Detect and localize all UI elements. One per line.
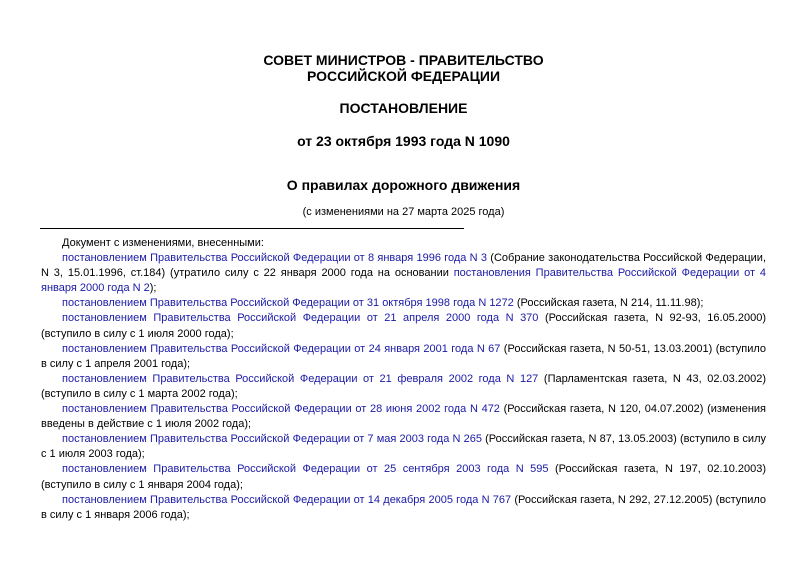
separator-rule — [40, 228, 464, 229]
revision-note: (с изменениями на 27 марта 2025 года) — [302, 206, 505, 218]
amendment-link[interactable]: постановлением Правительства Российской Федерации от 24 января 2001 года N 67 — [62, 342, 501, 355]
issuer-line-1: СОВЕТ МИНИСТРОВ - ПРАВИТЕЛЬСТВО — [263, 52, 544, 68]
amendment-link[interactable]: постановлением Правительства Российской Федерации от 28 июня 2002 года N 472 — [62, 403, 500, 416]
amendment-link[interactable]: постановлением Правительства Российской Федерации от 8 января 1996 года N 3 — [62, 252, 488, 265]
amendment-item — [41, 432, 766, 462]
amendment-item — [41, 493, 766, 523]
amendment-item — [41, 296, 766, 311]
amendment-item — [41, 462, 766, 492]
amendment-note: (Парламентская газета, N 43, 02.03.2002) (вступило в силу с 1 марта 2002 года); — [41, 372, 766, 400]
amendment-note-end: ); — [149, 282, 157, 295]
amendment-link[interactable]: постановлением Правительства Российской Федерации от 31 октября 1998 года N 1272 — [62, 297, 514, 310]
document-type: ПОСТАНОВЛЕНИЕ — [339, 100, 468, 116]
amendment-link[interactable]: постановлением Правительства Российской Федерации от 14 декабря 2005 года N 767 — [62, 493, 512, 506]
amendments-intro: Документ с изменениями, внесенными: — [62, 237, 264, 249]
amendment-item — [41, 311, 766, 341]
amendment-item — [41, 372, 766, 402]
document-date-number: от 23 октября 1993 года N 1090 — [297, 133, 510, 149]
issuer-line-2: РОССИЙСКОЙ ФЕДЕРАЦИИ — [306, 68, 501, 84]
amendment-item — [41, 251, 766, 296]
amendment-note: (Российская газета, N 292, 27.12.2005) (вступило в силу с 1 января 2006 года); — [41, 493, 766, 521]
amendment-link[interactable]: постановлением Правительства Российской Федерации от 25 сентября 2003 года N 595 — [62, 463, 549, 476]
amendment-link[interactable]: постановлением Правительства Российской Федерации от 21 апреля 2000 года N 370 — [62, 312, 539, 325]
document-title: О правилах дорожного движения — [286, 177, 521, 193]
amendments-list — [41, 236, 766, 523]
amendment-note: (Российская газета, N 214, 11.11.98); — [513, 297, 704, 310]
amendment-item — [41, 342, 766, 372]
amendment-note: (Российская газета, N 120, 04.07.2002) (изменения введены в действие с 1 июля 2002 года); — [41, 403, 767, 431]
repeal-link[interactable]: постановления Правительства Российской Федерации от 4 января 2000 года N 2 — [41, 267, 766, 295]
amendment-note: (Собрание законодательства Российской Федерации, N 3, 15.01.1996, ст.184) (утратило силу с 22 января 2000 года на основании — [41, 252, 766, 280]
amendment-link[interactable]: постановлением Правительства Российской Федерации от 21 февраля 2002 года N 127 — [62, 372, 539, 385]
amendment-note: (Российская газета, N 50-51, 13.03.2001) (вступило в силу с 1 апреля 2001 года); — [41, 342, 766, 370]
amendment-note: (Российская газета, N 197, 02.10.2003) (вступило в силу с 1 января 2004 года); — [41, 463, 766, 491]
amendment-note: (Российская газета, N 92-93, 16.05.2000) (вступило в силу с 1 июля 2000 года); — [41, 312, 766, 340]
amendment-item — [41, 402, 766, 432]
amendment-link[interactable]: постановлением Правительства Российской Федерации от 7 мая 2003 года N 265 — [62, 433, 482, 446]
amendment-note: (Российская газета, N 87, 13.05.2003) (вступило в силу с 1 июля 2003 года); — [41, 433, 766, 461]
